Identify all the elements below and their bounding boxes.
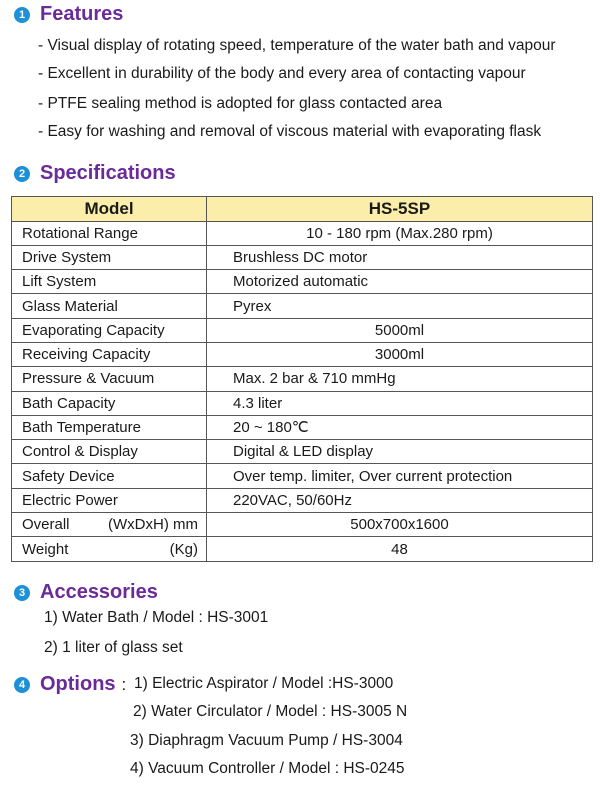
row-label: Electric Power xyxy=(12,488,207,512)
row-label: Lift System xyxy=(12,270,207,294)
row-label: Drive System xyxy=(12,245,207,269)
row-value: 20 ~ 180℃ xyxy=(207,415,593,439)
row-value: 3000ml xyxy=(207,342,593,366)
row-value: Motorized automatic xyxy=(207,270,593,294)
row-value: Over temp. limiter, Over current protection xyxy=(207,464,593,488)
options-title: Options xyxy=(40,673,116,695)
option-item: 2) Water Circulator / Model : HS-3005 N xyxy=(133,703,408,720)
table-row xyxy=(12,415,593,439)
number-badge-icon: 3 xyxy=(14,585,30,601)
table-row xyxy=(12,221,593,245)
table-row xyxy=(12,294,593,318)
row-value: Max. 2 bar & 710 mmHg xyxy=(207,367,593,391)
table-row xyxy=(12,270,593,294)
header-model-label: Model xyxy=(12,197,207,222)
number-badge-icon: 4 xyxy=(14,677,30,693)
accessory-item: 2) 1 liter of glass set xyxy=(44,639,183,656)
row-label: Weight xyxy=(22,540,69,558)
row-label-cell xyxy=(12,537,207,561)
row-label: Safety Device xyxy=(12,464,207,488)
accessories-heading xyxy=(14,581,158,604)
option-item: 4) Vacuum Controller / Model : HS-0245 xyxy=(130,760,405,777)
specifications-table xyxy=(11,196,593,562)
number-badge-icon: 1 xyxy=(14,7,30,23)
table-row xyxy=(12,391,593,415)
table-row xyxy=(12,245,593,269)
specifications-title: Specifications xyxy=(40,162,176,184)
row-value: 4.3 liter xyxy=(207,391,593,415)
row-label: Evaporating Capacity xyxy=(12,318,207,342)
row-label-cell xyxy=(12,513,207,537)
row-value: Digital & LED display xyxy=(207,440,593,464)
options-heading xyxy=(14,673,126,696)
row-value: 10 - 180 rpm (Max.280 rpm) xyxy=(207,221,593,245)
table-row xyxy=(12,537,593,561)
row-label: Receiving Capacity xyxy=(12,342,207,366)
row-value: 5000ml xyxy=(207,318,593,342)
row-value: Pyrex xyxy=(207,294,593,318)
table-row xyxy=(12,342,593,366)
table-row xyxy=(12,367,593,391)
row-label: Control & Display xyxy=(12,440,207,464)
row-value: 48 xyxy=(207,537,593,561)
table-row xyxy=(12,318,593,342)
option-item: 3) Diaphragm Vacuum Pump / HS-3004 xyxy=(130,732,403,749)
row-value: 500x700x1600 xyxy=(207,513,593,537)
accessory-item: 1) Water Bath / Model : HS-3001 xyxy=(44,609,269,626)
feature-item: - Easy for washing and removal of viscous material with evaporating flask xyxy=(38,123,542,140)
specifications-heading xyxy=(14,162,176,185)
row-label: Bath Capacity xyxy=(12,391,207,415)
options-separator: : xyxy=(121,674,127,694)
table-row xyxy=(12,440,593,464)
number-badge-icon: 2 xyxy=(14,166,30,182)
row-label: Overall xyxy=(22,516,70,534)
option-item: 1) Electric Aspirator / Model :HS-3000 xyxy=(134,675,394,692)
feature-item: - PTFE sealing method is adopted for glass contacted area xyxy=(38,95,443,112)
table-row xyxy=(12,488,593,512)
row-label: Pressure & Vacuum xyxy=(12,367,207,391)
accessories-title: Accessories xyxy=(40,581,158,603)
feature-item: - Visual display of rotating speed, temperature of the water bath and vapour xyxy=(38,37,556,54)
features-title: Features xyxy=(40,3,124,25)
table-header-row xyxy=(12,197,593,222)
table-row xyxy=(12,513,593,537)
feature-item: - Excellent in durability of the body and every area of contacting vapour xyxy=(38,65,526,82)
header-model-value: HS-5SP xyxy=(207,197,593,222)
row-label: Bath Temperature xyxy=(12,415,207,439)
row-value: 220VAC, 50/60Hz xyxy=(207,488,593,512)
table-row xyxy=(12,464,593,488)
row-value: Brushless DC motor xyxy=(207,245,593,269)
row-label-unit: (Kg) xyxy=(169,540,198,558)
row-label: Glass Material xyxy=(12,294,207,318)
features-heading xyxy=(14,3,123,26)
row-label: Rotational Range xyxy=(12,221,207,245)
row-label-unit: (WxDxH) mm xyxy=(108,516,198,534)
